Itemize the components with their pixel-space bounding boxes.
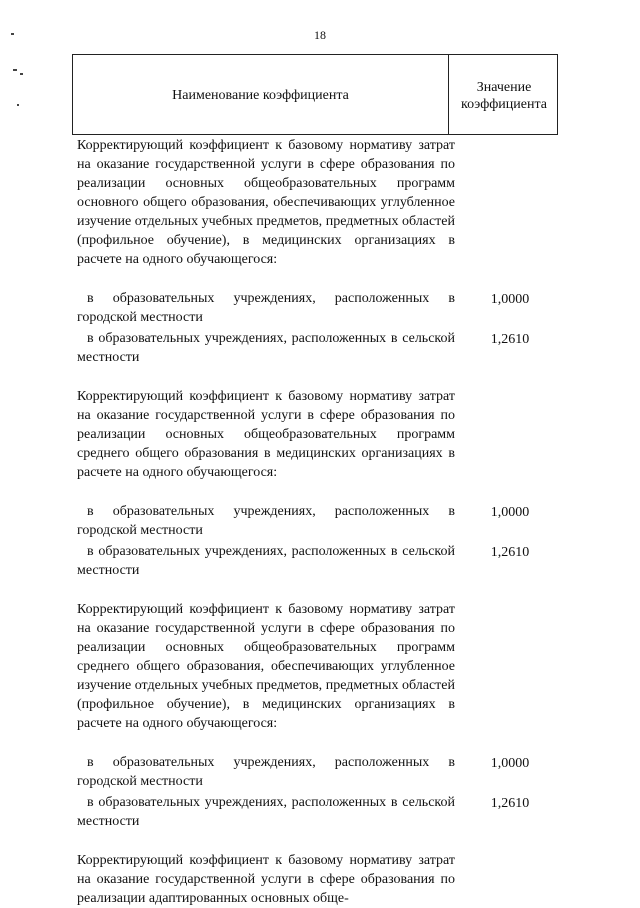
row-label: в образовательных учреждениях, расположенных в сельской местности <box>77 795 455 829</box>
row-label: в образовательных учреждениях, расположенных в сельской местности <box>77 544 455 578</box>
column-header-value-line2: коэффициента <box>461 96 547 112</box>
row-label: в образовательных учреждениях, расположенных в сельской местности <box>77 331 455 365</box>
row-value: 1,2610 <box>490 796 530 811</box>
scan-speck <box>20 73 23 75</box>
row-value: 1,2610 <box>490 545 530 560</box>
scan-speck <box>13 69 17 71</box>
page-number: 18 <box>314 28 326 42</box>
coefficient-description: Корректирующий коэффициент к базовому нормативу затрат на оказание государственной услуги в сфере образования по реализации основных общеобразовательных программ среднего общего образования, обеспечивающих углубленное изучение отдельных учебных предметов, предметных областей (профильное обучение), в медицинских организациях в расчете на одного обучающегося: <box>77 602 455 731</box>
table-row <box>77 753 567 791</box>
column-header-name: Наименование коэффициента <box>172 87 349 103</box>
coefficient-description: Корректирующий коэффициент к базовому нормативу затрат на оказание государственной услуги в сфере образования по реализации основных общеобразовательных программ основного общего образования, обеспечивающих углубленное изучение отдельных учебных предметов, предметных областей (профильное обучение), в медицинских организациях в расчете на одного обучающегося: <box>77 138 455 267</box>
table-row <box>77 793 567 831</box>
scan-speck <box>17 104 19 106</box>
table-header <box>72 54 558 135</box>
coefficient-description: Корректирующий коэффициент к базовому нормативу затрат на оказание государственной услуги в сфере образования по реализации основных общеобразовательных программ среднего общего образования в медицинских организациях в расчете на одного обучающегося: <box>77 389 455 480</box>
column-header-value <box>449 55 559 136</box>
table-row <box>77 502 567 540</box>
table-row <box>77 329 567 367</box>
column-header-value-line1: Значение <box>476 79 532 95</box>
row-value: 1,0000 <box>490 292 530 307</box>
scan-speck <box>11 33 14 35</box>
row-value: 1,0000 <box>490 756 530 771</box>
row-value: 1,0000 <box>490 505 530 520</box>
row-value: 1,2610 <box>490 332 530 347</box>
coefficient-description: Корректирующий коэффициент к базовому нормативу затрат на оказание государственной услуги в сфере образования по реализации адаптированных основных обще- <box>77 853 455 906</box>
table-row <box>77 542 567 580</box>
table-row <box>77 289 567 327</box>
row-label: в образовательных учреждениях, расположенных в городской местности <box>77 291 455 325</box>
row-label: в образовательных учреждениях, расположенных в городской местности <box>77 755 455 789</box>
table-body <box>77 136 567 908</box>
row-label: в образовательных учреждениях, расположенных в городской местности <box>77 504 455 538</box>
